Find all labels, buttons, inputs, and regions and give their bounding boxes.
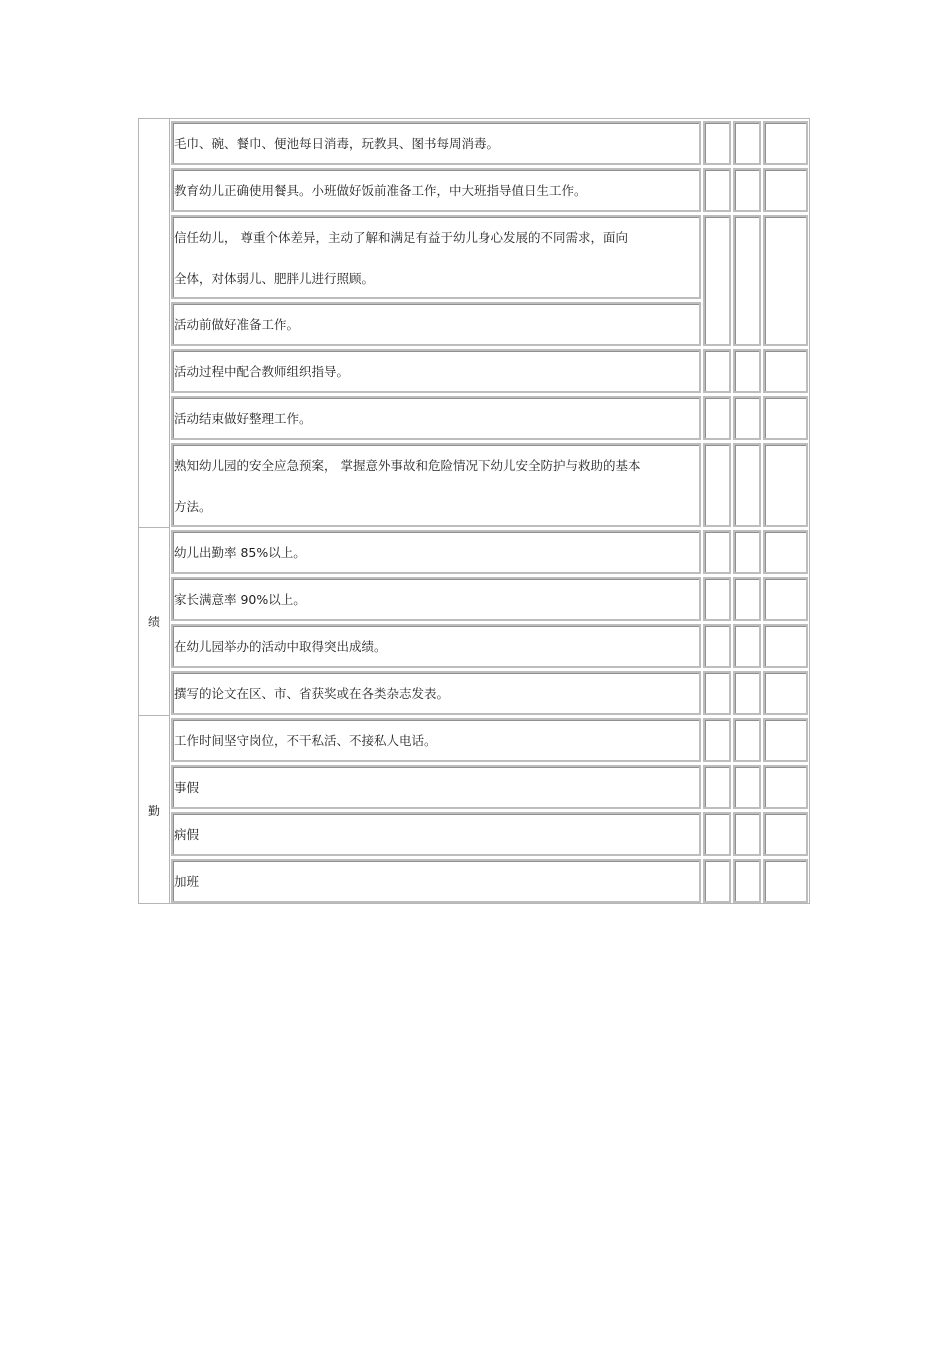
category-cell-attendance: 勤 xyxy=(139,716,170,904)
row-text: 活动前做好准备工作。 xyxy=(174,317,300,332)
score-cell[interactable] xyxy=(763,624,808,668)
score-cell[interactable] xyxy=(763,577,808,621)
score-cell[interactable] xyxy=(703,530,731,574)
score-cell[interactable] xyxy=(733,396,761,440)
score-cell[interactable] xyxy=(763,718,808,762)
score-cell[interactable] xyxy=(703,671,731,715)
table-row-text-cell xyxy=(171,718,701,762)
score-cell[interactable] xyxy=(763,765,808,809)
score-cell[interactable] xyxy=(733,577,761,621)
score-cell[interactable] xyxy=(733,859,761,903)
score-cell[interactable] xyxy=(763,215,808,346)
row-text: 毛巾、碗、餐巾、便池每日消毒，玩教具、图书每周消毒。 xyxy=(174,136,500,151)
score-cell[interactable] xyxy=(763,121,808,165)
score-cell[interactable] xyxy=(703,121,731,165)
score-cell[interactable] xyxy=(703,168,731,212)
table-row-text-cell xyxy=(171,168,701,212)
table-row-text-cell xyxy=(171,302,701,346)
table-row-text-cell xyxy=(171,215,701,299)
row-text: 撰写的论文在区、市、省获奖或在各类杂志发表。 xyxy=(174,686,450,701)
score-cell[interactable] xyxy=(733,121,761,165)
score-cell[interactable] xyxy=(703,349,731,393)
row-text: 活动结束做好整理工作。 xyxy=(174,411,312,426)
score-cell[interactable] xyxy=(763,859,808,903)
score-cell[interactable] xyxy=(733,671,761,715)
row-text: 教育幼儿正确使用餐具。小班做好饭前准备工作，中大班指导值日生工作。 xyxy=(174,183,587,198)
score-cell[interactable] xyxy=(703,396,731,440)
row-text: 家长满意率 90%以上。 xyxy=(174,592,306,607)
row-text: 事假 xyxy=(174,780,200,795)
score-cell[interactable] xyxy=(763,349,808,393)
row-text-line2: 全体，对体弱儿、肥胖儿进行照顾。 xyxy=(174,271,375,286)
table-row-text-cell xyxy=(171,624,701,668)
score-cell[interactable] xyxy=(703,577,731,621)
table-row-text-cell xyxy=(171,443,701,527)
score-cell[interactable] xyxy=(733,349,761,393)
row-text: 工作时间坚守岗位，不干私活、不接私人电话。 xyxy=(174,733,437,748)
table-row-text-cell xyxy=(171,349,701,393)
score-cell[interactable] xyxy=(703,812,731,856)
score-cell[interactable] xyxy=(733,443,761,527)
score-cell[interactable] xyxy=(703,718,731,762)
category-cell-performance: 绩 xyxy=(139,528,170,716)
score-cell[interactable] xyxy=(763,168,808,212)
row-text: 在幼儿园举办的活动中取得突出成绩。 xyxy=(174,639,387,654)
score-cell[interactable] xyxy=(703,624,731,668)
table-row-text-cell xyxy=(171,396,701,440)
score-cell[interactable] xyxy=(733,718,761,762)
row-text: 病假 xyxy=(174,827,200,842)
row-text: 幼儿出勤率 85%以上。 xyxy=(174,545,306,560)
row-text-line1: 熟知幼儿园的安全应急预案， 掌握意外事故和危险情况下幼儿安全防护与救助的基本 xyxy=(174,458,641,473)
score-cell[interactable] xyxy=(703,215,731,346)
table-row-text-cell xyxy=(171,530,701,574)
score-cell[interactable] xyxy=(733,530,761,574)
score-cell[interactable] xyxy=(733,624,761,668)
table-row-text-cell xyxy=(171,859,701,903)
category-cell-group1 xyxy=(139,119,170,528)
score-cell[interactable] xyxy=(763,812,808,856)
table-row-text-cell xyxy=(171,577,701,621)
evaluation-table xyxy=(138,118,810,904)
score-cell[interactable] xyxy=(733,765,761,809)
score-cell[interactable] xyxy=(763,396,808,440)
score-cell[interactable] xyxy=(733,215,761,346)
score-cell[interactable] xyxy=(733,812,761,856)
table-row-text-cell xyxy=(171,765,701,809)
table-row-text-cell xyxy=(171,121,701,165)
score-cell[interactable] xyxy=(703,859,731,903)
row-text-line1: 信任幼儿， 尊重个体差异，主动了解和满足有益于幼儿身心发展的不同需求，面向 xyxy=(174,230,628,245)
score-cell[interactable] xyxy=(763,443,808,527)
score-cell[interactable] xyxy=(703,443,731,527)
score-cell[interactable] xyxy=(733,168,761,212)
score-cell[interactable] xyxy=(703,765,731,809)
score-cell[interactable] xyxy=(763,530,808,574)
table-row-text-cell xyxy=(171,671,701,715)
row-text-line2: 方法。 xyxy=(174,499,212,514)
table-row-text-cell xyxy=(171,812,701,856)
score-cell[interactable] xyxy=(763,671,808,715)
row-text: 加班 xyxy=(174,874,200,889)
row-text: 活动过程中配合教师组织指导。 xyxy=(174,364,350,379)
